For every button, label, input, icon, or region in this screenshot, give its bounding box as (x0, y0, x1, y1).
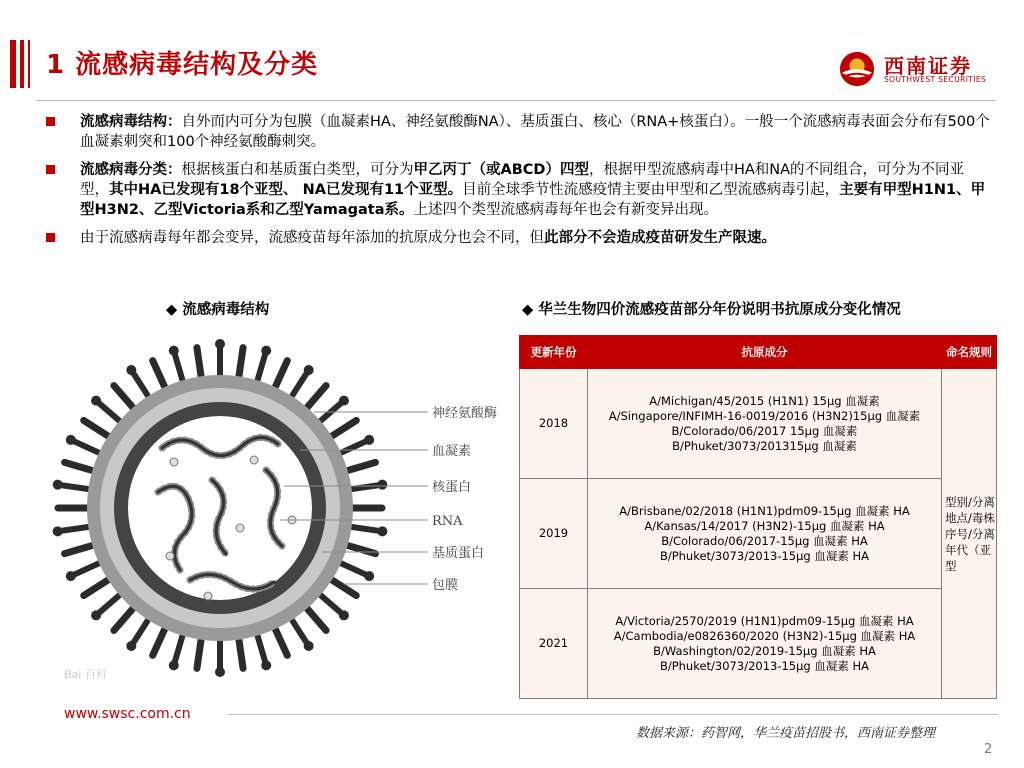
website-url: www.swsc.com.cn (64, 706, 191, 722)
bullet-heading: 流感病毒分类： (80, 162, 182, 178)
neuraminidase-head (126, 365, 136, 375)
title-divider (36, 100, 996, 101)
component-line: B/Phuket/3073/2013-15μg 血凝素 HA (659, 658, 870, 673)
antigen-table (519, 335, 997, 699)
neuraminidase-head (91, 610, 101, 620)
neuraminidase-head (304, 365, 314, 375)
component-line: A/Michigan/45/2015 (H1N1) 15μg 血凝素 (649, 393, 880, 408)
table-row (520, 479, 997, 589)
bullet-square-icon (46, 117, 55, 126)
component-line: B/Washington/02/2019-15μg 血凝素 HA (653, 643, 876, 658)
nucleoprotein-dot (204, 592, 212, 600)
neuraminidase-head (53, 480, 63, 490)
bullet-variation (40, 228, 990, 248)
label-hemagglutinin: 血凝素 (432, 444, 472, 459)
neuraminidase-head (261, 660, 271, 670)
bullet-text: 自外而内可分为包膜（血凝素HA、神经氨酸酶NA）、基质蛋白、核心（RNA+核蛋白）。一般一个流感病毒表面会分布有500个血凝素刺突和100个神经氨酸酶刺突。 (80, 114, 990, 150)
nucleoprotein-dot (236, 524, 244, 532)
bullet-emphasis: 其中HA已发现有18个亚型、 NA已发现有11个亚型。 (109, 182, 463, 198)
neuraminidase-head (126, 641, 136, 651)
header-components: 抗原成分 (588, 336, 942, 369)
neuraminidase-head (261, 346, 271, 356)
nucleoprotein-dot (250, 456, 258, 464)
component-line: A/Cambodia/e0826360/2020 (H3N2)-15μg 血凝素 HA (613, 628, 916, 643)
neuraminidase-head (377, 480, 387, 490)
label-neuraminidase: 神经氨酸酶 (432, 406, 498, 421)
component-line: B/Colorado/06/2017-15μg 血凝素 HA (661, 533, 868, 548)
figure-title-structure: ◆ 流感病毒结构 (166, 302, 270, 318)
logo-text-cn: 西南证券 (884, 54, 972, 78)
neuraminidase-head (377, 526, 387, 536)
nucleoprotein-dot (170, 458, 178, 466)
table-header-row (520, 336, 997, 369)
component-line: B/Phuket/3073/2013-15μg 血凝素 HA (659, 548, 870, 563)
label-matrix-protein: 基质蛋白 (432, 546, 485, 561)
data-source-note: 数据来源：药智网，华兰疫苗招股书，西南证券整理 (636, 726, 936, 741)
neuraminidase-head (91, 396, 101, 406)
cell-naming-rule: 型别/分离地点/毒株序号/分离年代（亚型 (942, 369, 997, 699)
component-line: B/Colorado/06/2017 15μg 血凝素 (671, 423, 858, 438)
cell-year: 2018 (520, 369, 588, 479)
bullet-text: 上述四个类型流感病毒每年也会有新变异出现。 (413, 202, 719, 218)
table-row (520, 369, 997, 479)
footer-divider (228, 714, 998, 715)
label-nucleoprotein: 核蛋白 (432, 480, 472, 495)
neuraminidase-head (215, 339, 225, 349)
figure-title-antigen: ◆ 华兰生物四价流感疫苗部分年份说明书抗原成分变化情况 (522, 302, 901, 318)
label-rna: RNA (432, 514, 463, 529)
neuraminidase-head (364, 571, 374, 581)
bullet-square-icon (46, 165, 55, 174)
neuraminidase-head (169, 346, 179, 356)
bullet-text: 由于流感病毒每年都会变异，流感疫苗每年添加的抗原成分也会不同，但 (80, 230, 544, 246)
component-line: A/Kansas/14/2017 (H3N2)-15μg 血凝素 HA (644, 518, 885, 533)
title-accent-bar (28, 40, 30, 88)
component-line: B/Phuket/3073/201315μg 血凝素 (672, 438, 857, 453)
neuraminidase-head (304, 641, 314, 651)
cell-year: 2019 (520, 479, 588, 589)
header-naming-rule: 命名规则 (942, 336, 997, 369)
title-accent-bar (10, 40, 16, 88)
neuraminidase-head (66, 571, 76, 581)
component-line: A/Victoria/2570/2019 (H1N1)pdm09-15μg 血凝素 HA (615, 613, 914, 628)
bullet-heading: 流感病毒结构： (80, 114, 182, 130)
cell-year: 2021 (520, 589, 588, 699)
neuraminidase-head (364, 435, 374, 445)
neuraminidase-head (53, 526, 63, 536)
bullet-classification (40, 160, 990, 220)
nucleoprotein-dot (166, 552, 174, 560)
bullet-text: ，根据甲型流感病毒中HA和NA的不同组合，可分为不同亚型， (80, 162, 965, 198)
table-row (520, 589, 997, 699)
cell-components (588, 369, 942, 479)
bullet-text: 根据核蛋白和基质蛋白类型，可分为 (181, 162, 414, 178)
neuraminidase-head (66, 435, 76, 445)
bullet-text: 目前全球季节性流感疫情主要由甲型和乙型流感病毒引起， (462, 182, 840, 198)
company-logo (838, 48, 998, 88)
bullet-emphasis: 主要有甲型H1N1、甲型H3N2、乙型Victoria系和乙型Yamagata系。 (80, 182, 986, 218)
neuraminidase-head (215, 667, 225, 677)
cell-components (588, 479, 942, 589)
bullet-emphasis: 甲乙丙丁（或ABCD）四型 (413, 162, 589, 178)
bullet-list (40, 112, 990, 256)
component-line: A/Singapore/INFIMH-16-0019/2016 (H3N2)15μg 血凝素 (608, 408, 921, 423)
title-accent-bar (20, 40, 24, 88)
cell-components (588, 589, 942, 699)
bullet-structure (40, 112, 990, 152)
header-year: 更新年份 (520, 336, 588, 369)
page-number: 2 (984, 742, 993, 757)
neuraminidase-head (169, 660, 179, 670)
bullet-emphasis: 此部分不会造成疫苗研发生产限速。 (544, 230, 776, 246)
label-envelope: 包膜 (432, 578, 459, 593)
neuraminidase-head (339, 396, 349, 406)
logo-text-en: SOUTHWEST SECURITIES (884, 75, 987, 84)
logo-sun-icon (838, 50, 876, 88)
component-line: A/Brisbane/02/2018 (H1N1)pdm09-15μg 血凝素 HA (619, 503, 910, 518)
page-title: 1 流感病毒结构及分类 (46, 50, 319, 80)
neuraminidase-head (339, 610, 349, 620)
baike-watermark: Bai 百科 (64, 668, 107, 681)
virus-structure-diagram (64, 320, 510, 700)
bullet-square-icon (46, 233, 55, 242)
